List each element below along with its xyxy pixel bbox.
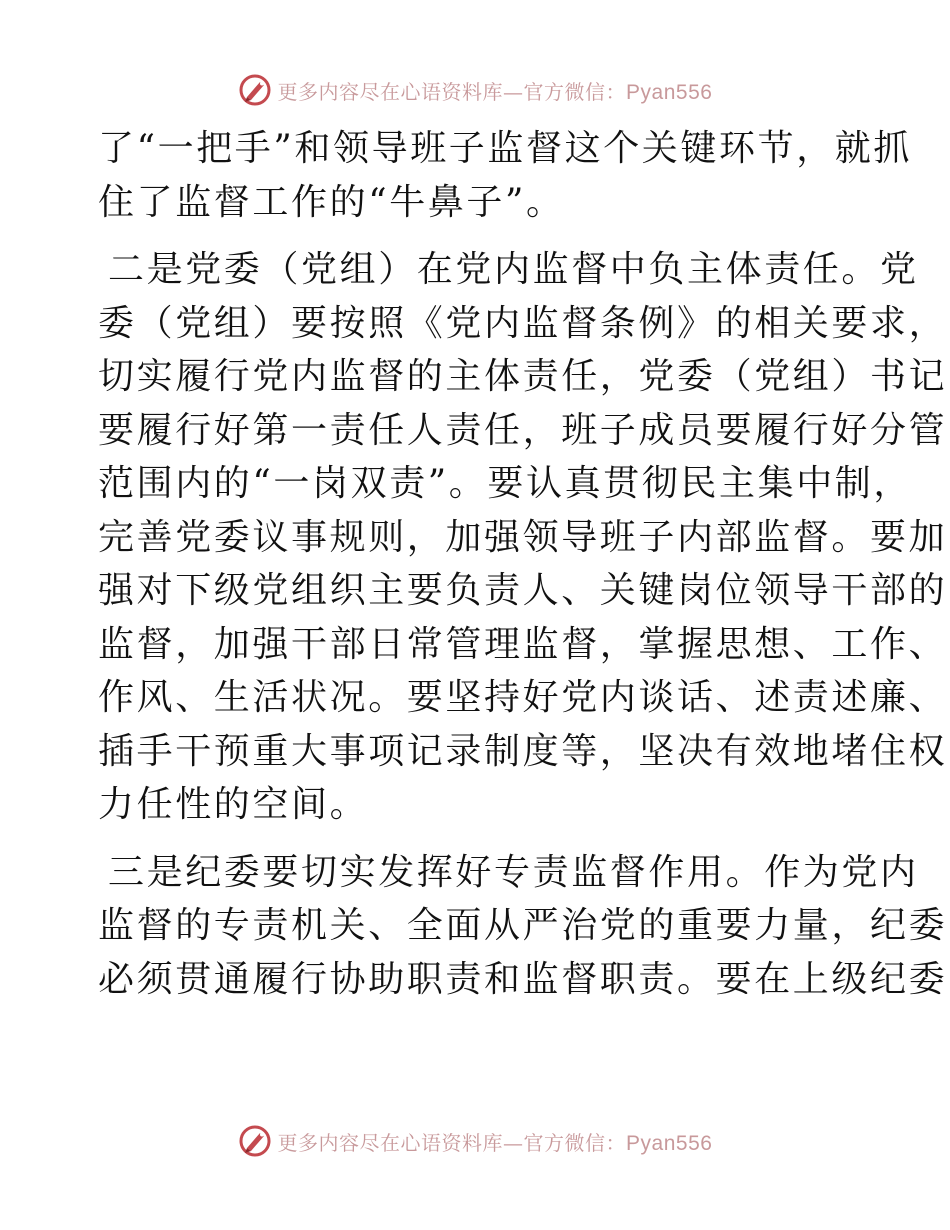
- text-line: 三是纪委要切实发挥好专责监督作用。作为党内: [108, 851, 919, 893]
- text-line: 住了监督工作的“牛鼻子”。: [98, 181, 565, 223]
- text-line: 监督的专责机关、全面从严治党的重要力量，纪委: [98, 905, 948, 946]
- footer-banner: [0, 1121, 950, 1161]
- text-line: 了“一把手”和领导班子监督这个关键环节，就抓: [98, 128, 913, 169]
- text-line: 切实履行党内监督的主体责任，党委（党组）书记: [98, 356, 948, 397]
- text-line: 插手干预重大事项记录制度等，坚决有效地堵住权: [98, 730, 948, 772]
- paragraph-continuation: [98, 122, 913, 229]
- footer-banner-text: 更多内容尽在心语资料库—官方微信：Pyan556: [277, 1130, 713, 1155]
- text-line: 监督，加强干部日常管理监督，掌握思想、工作、: [98, 623, 948, 665]
- pen-logo-icon: [238, 1124, 272, 1158]
- text-line: 强对下级党组织主要负责人、关键岗位领导干部的: [98, 570, 948, 611]
- header-banner: [0, 70, 950, 110]
- text-line: 作风、生活状况。要坚持好党内谈话、述责述廉、: [98, 677, 948, 718]
- document-body: [98, 122, 948, 1006]
- wechat-id: Pyan556: [626, 1131, 713, 1155]
- pen-logo-icon: [238, 73, 272, 107]
- paragraph-party-committee: [98, 243, 948, 832]
- text-line: 范围内的“一岗双责”。要认真贯彻民主集中制，: [98, 463, 913, 504]
- text-line: 完善党委议事规则，加强领导班子内部监督。要加: [98, 516, 948, 558]
- text-line: 要履行好第一责任人责任，班子成员要履行好分管: [98, 409, 948, 451]
- header-banner-text: 更多内容尽在心语资料库—官方微信：Pyan556: [277, 79, 713, 104]
- text-line: 委（党组）要按照《党内监督条例》的相关要求，: [98, 302, 948, 344]
- text-line: 二是党委（党组）在党内监督中负主体责任。党: [108, 249, 919, 290]
- text-line: 力任性的空间。: [98, 784, 369, 825]
- paragraph-discipline-committee: [98, 846, 948, 1007]
- wechat-id: Pyan556: [626, 80, 713, 104]
- text-line: 必须贯通履行协助职责和监督职责。要在上级纪委: [98, 958, 948, 1000]
